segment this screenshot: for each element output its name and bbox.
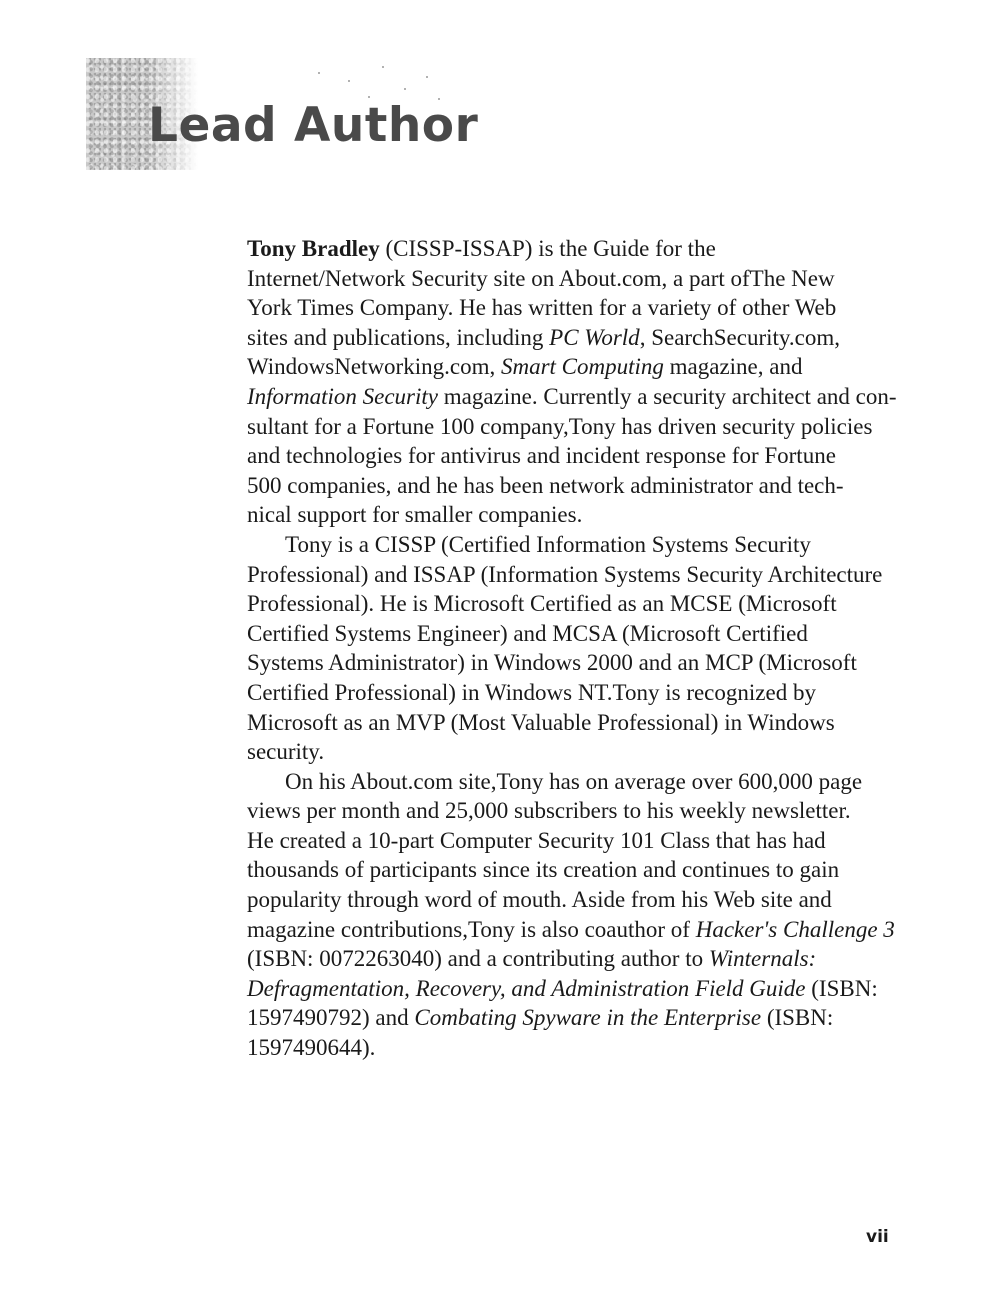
text-line: thousands of participants since its creation and continues to gain xyxy=(247,857,840,883)
chapter-heading xyxy=(86,58,506,170)
text-line: Professional) and ISSAP (Information Systems Security Architecture xyxy=(247,561,883,587)
text-line: On his About.com site,Tony has on average over 600,000 page xyxy=(285,768,863,794)
book-title: Defragmentation, Recovery, and Administration Field Guide xyxy=(247,975,806,1001)
text-line: Certified Professional) in Windows NT.Tony is recognized by xyxy=(247,679,816,705)
text-line: York Times Company. He has written for a variety of other Web xyxy=(247,295,837,321)
text-line: Microsoft as an MVP (Most Valuable Professional) in Windows xyxy=(247,709,835,735)
text-line: nical support for smaller companies. xyxy=(247,502,583,528)
text-line: He created a 10-part Computer Security 101 Class that has had xyxy=(247,827,826,853)
text-line: sultant for a Fortune 100 company,Tony has driven security policies xyxy=(247,413,873,439)
text-line: magazine contributions,Tony is also coauthor of Hacker's Challenge 3 xyxy=(247,916,895,942)
text-line: views per month and 25,000 subscribers to his weekly newsletter. xyxy=(247,798,851,824)
text-line: 1597490644). xyxy=(247,1035,376,1061)
text-line: Tony is a CISSP (Certified Information Systems Security xyxy=(285,531,811,557)
heading-speckle xyxy=(404,88,406,90)
text-line: 500 companies, and he has been network administrator and tech- xyxy=(247,472,844,498)
text-line: popularity through word of mouth. Aside from his Web site and xyxy=(247,887,832,913)
text-line: WindowsNetworking.com, Smart Computing magazine, and xyxy=(247,354,803,380)
text-line: Tony Bradley (CISSP-ISSAP) is the Guide for the xyxy=(247,236,716,261)
author-name: Tony Bradley xyxy=(247,236,380,261)
page-number: vii xyxy=(866,1227,889,1247)
bio-paragraph-2 xyxy=(247,530,915,767)
publication-title: Information Security xyxy=(247,383,438,409)
heading-speckle xyxy=(348,80,350,82)
text-line: Defragmentation, Recovery, and Administration Field Guide (ISBN: xyxy=(247,975,878,1001)
text-line: and technologies for antivirus and incident response for Fortune xyxy=(247,443,836,469)
book-title: Combating Spyware in the Enterprise xyxy=(414,1005,762,1031)
bio-paragraph-3 xyxy=(247,767,915,1063)
text-line: Systems Administrator) in Windows 2000 and an MCP (Microsoft xyxy=(247,650,857,676)
text-line: Internet/Network Security site on About.com, a part ofThe New xyxy=(247,265,835,291)
text-line: security. xyxy=(247,739,325,765)
text-line: 1597490792) and Combating Spyware in the Enterprise (ISBN: xyxy=(247,1005,834,1031)
heading-speckle xyxy=(426,76,428,78)
book-title: Hacker's Challenge 3 xyxy=(695,916,895,942)
page-title: Lead Author xyxy=(148,98,479,153)
text-line: Certified Systems Engineer) and MCSA (Microsoft Certified xyxy=(247,620,808,646)
heading-speckle xyxy=(382,66,384,68)
text-line: sites and publications, including PC World, SearchSecurity.com, xyxy=(247,324,841,350)
publication-title: PC World xyxy=(549,324,640,350)
publication-title: Smart Computing xyxy=(500,354,664,380)
book-title: Winternals: xyxy=(708,946,817,972)
bio-paragraph-1 xyxy=(247,234,915,530)
author-biography xyxy=(247,234,915,1063)
text-line: Professional). He is Microsoft Certified as an MCSE (Microsoft xyxy=(247,591,837,617)
text-line: Information Security magazine. Currently a security architect and con- xyxy=(247,383,897,409)
heading-speckle xyxy=(318,72,320,74)
text-line: (ISBN: 0072263040) and a contributing author to Winternals: xyxy=(247,946,817,972)
